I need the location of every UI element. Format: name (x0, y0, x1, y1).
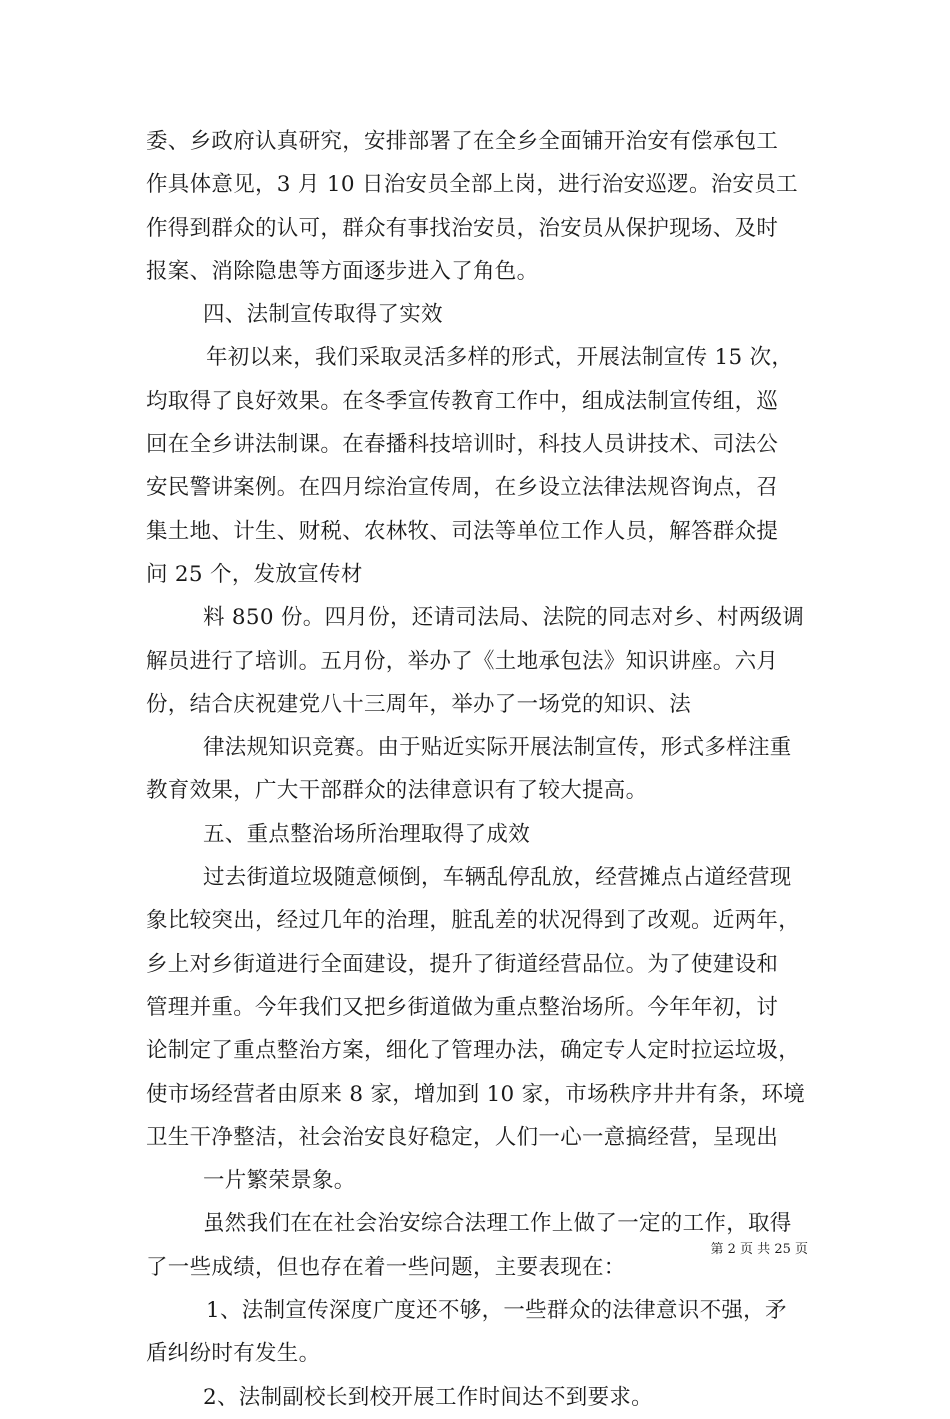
text-line-18: 过去街道垃圾随意倾倒，车辆乱停乱放，经营摊点占道经营现 (203, 865, 792, 891)
text-line-25: 一片繁荣景象。 (203, 1168, 356, 1194)
body-text (146, 120, 806, 1419)
text-line-11: 问 25 个，发放宣传材 (146, 561, 363, 587)
text-line-14: 份，结合庆祝建党八十三周年，举办了一场党的知识、法 (146, 691, 692, 717)
text-line-27: 了一些成绩，但也存在着一些问题，主要表现在： (146, 1254, 626, 1280)
text-line-12: 料 850 份。四月份，还请司法局、法院的同志对乡、村两级调 (203, 605, 805, 631)
section-heading-5: 五、重点整治场所治理取得了成效 (203, 821, 531, 847)
text-line-9: 安民警讲案例。在四月综治宣传周，在乡设立法律法规咨询点，召 (146, 475, 779, 501)
text-line-6: 年初以来，我们采取灵活多样的形式，开展法制宣传 15 次， (206, 345, 794, 371)
text-line-16: 教育效果，广大干部群众的法律意识有了较大提高。 (146, 778, 648, 804)
text-line-23: 使市场经营者由原来 8 家，增加到 10 家，市场秩序井井有条，环境 (146, 1081, 806, 1107)
text-line-1: 委、乡政府认真研究，安排部署了在全乡全面铺开治安有偿承包工 (146, 129, 779, 154)
text-line-13: 解员进行了培训。五月份，举办了《土地承包法》知识讲座。六月 (146, 648, 779, 674)
text-line-10: 集土地、计生、财税、农林牧、司法等单位工作人员，解答群众提 (146, 518, 779, 544)
page-number-footer: 第 2 页 共 25 页 (710, 1242, 808, 1257)
section-heading-4: 四、法制宣传取得了实效 (203, 302, 443, 328)
text-line-3: 作得到群众的认可，群众有事找治安员，治安员从保护现场、及时 (146, 215, 779, 241)
list-item-2: 2、法制副校长到校开展工作时间达不到要求。 (203, 1384, 653, 1410)
text-line-22: 论制定了重点整治方案，细化了管理办法，确定专人定时拉运垃圾， (146, 1038, 801, 1064)
text-line-24: 卫生干净整洁，社会治安良好稳定，人们一心一意搞经营，呈现出 (146, 1124, 779, 1150)
text-line-21: 管理并重。今年我们又把乡街道做为重点整治场所。今年年初，讨 (146, 994, 779, 1020)
text-line-20: 乡上对乡街道进行全面建设，提升了街道经营品位。为了使建设和 (146, 951, 779, 977)
text-line-8: 回在全乡讲法制课。在春播科技培训时，科技人员讲技术、司法公 (146, 432, 779, 458)
text-line-2: 作具体意见，3 月 10 日治安员全部上岗，进行治安巡逻。治安员工 (146, 172, 798, 198)
list-item-1: 1、法制宣传深度广度还不够，一些群众的法律意识不强，矛 (206, 1298, 787, 1324)
text-line-19: 象比较突出，经过几年的治理，脏乱差的状况得到了改观。近两年， (146, 908, 801, 934)
text-line-4: 报案、消除隐患等方面逐步进入了角色。 (146, 258, 539, 284)
text-line-29: 盾纠纷时有发生。 (146, 1341, 321, 1367)
text-line-26: 虽然我们在在社会治安综合法理工作上做了一定的工作，取得 (203, 1211, 792, 1237)
text-line-7: 均取得了良好效果。在冬季宣传教育工作中，组成法制宣传组，巡 (146, 388, 779, 414)
text-line-15: 律法规知识竞赛。由于贴近实际开展法制宣传，形式多样注重 (203, 735, 792, 761)
